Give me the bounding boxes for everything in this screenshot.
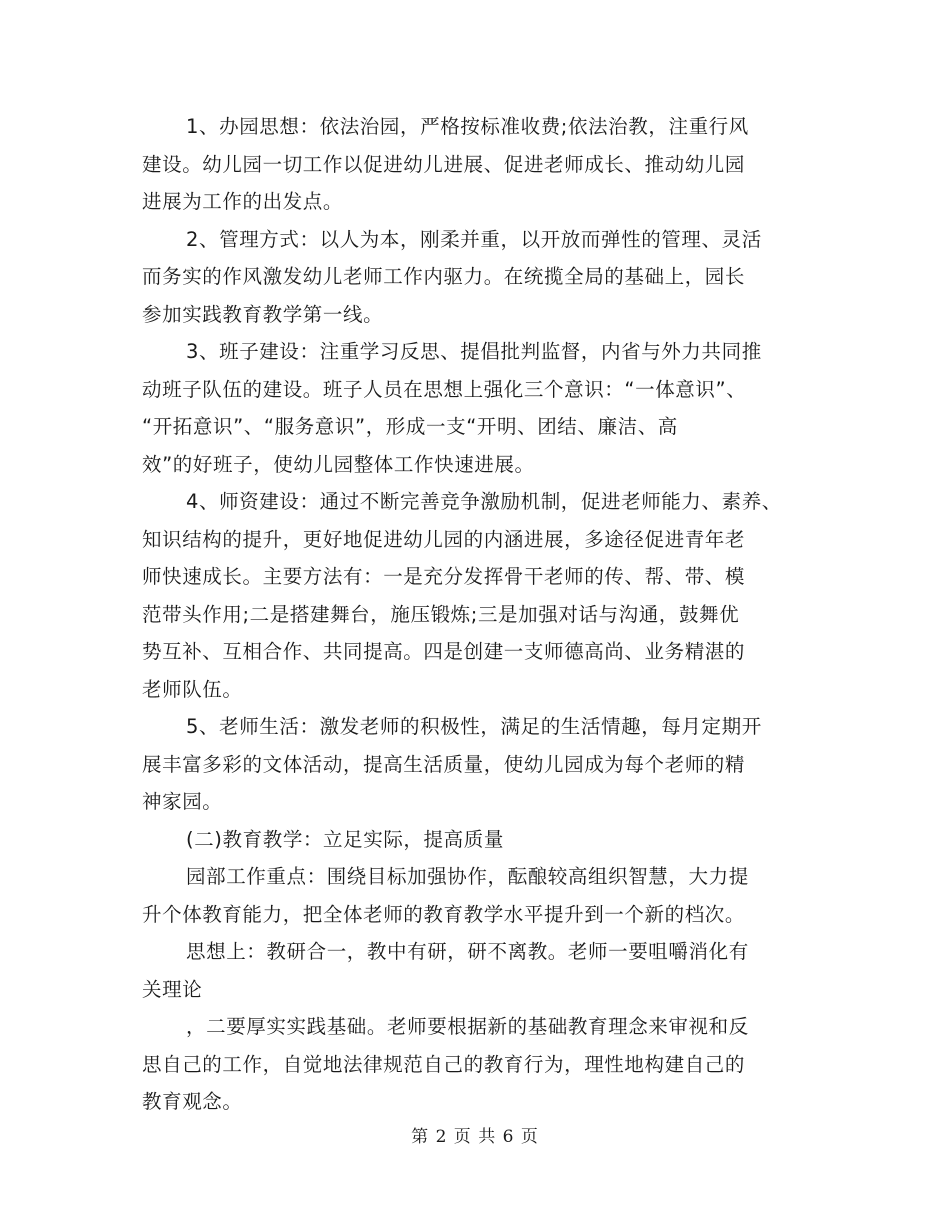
text-line: 知识结构的提升，更好地促进幼儿园的内涵进展，多途径促进青年老: [142, 527, 746, 551]
text-line: 思想上：教研合一，教中有研，研不离教。老师一要咀嚼消化有: [186, 940, 749, 963]
text-line: 效”的好班子，使幼儿园整体工作快速进展。: [142, 452, 535, 476]
text-line: 思自己的工作，自觉地法律规范自己的教育行为，理性地构建自己的: [142, 1052, 746, 1076]
text-line: 而务实的作风激发幼儿老师工作内驱力。在统揽全局的基础上，园长: [142, 265, 746, 288]
text-line: 参加实践教育教学第一线。: [142, 302, 384, 326]
text-line: 4、师资建设：通过不断完善竞争激励机制，促进老师能力、素养、: [186, 490, 782, 513]
text-line: 5、老师生活：激发老师的积极性，满足的生活情趣，每月定期开: [186, 715, 762, 738]
text-line: 进展为工作的出发点。: [142, 190, 344, 213]
text-line: 建设。幼儿园一切工作以促进幼儿进展、促进老师成长、推动幼儿园: [142, 152, 746, 176]
text-line: 3、班子建设：注重学习反思、提倡批判监督，内省与外力共同推: [186, 340, 762, 363]
text-line: 教育观念。: [142, 1090, 243, 1113]
text-line: 2、管理方式：以人为本，刚柔并重，以开放而弹性的管理、灵活: [186, 227, 762, 251]
text-line: (二)教育教学：立足实际，提高质量: [186, 827, 504, 851]
text-line: 关理论: [142, 977, 203, 1001]
text-line: 展丰富多彩的文体活动，提高生活质量，使幼儿园成为每个老师的精: [142, 752, 746, 776]
document-body: [142, 108, 832, 1121]
text-line: ，二要厚实实践基础。老师要根据新的基础教育理念来审视和反: [186, 1015, 749, 1038]
text-line: 师快速成长。主要方法有：一是充分发挥骨干老师的传、帮、带、模: [142, 565, 746, 588]
text-line: 范带头作用;二是搭建舞台，施压锻炼;三是加强对话与沟通，鼓舞优: [142, 602, 740, 626]
text-line: “开拓意识”、“服务意识”，形成一支“开明、团结、廉洁、高: [142, 415, 678, 438]
text-line: 园部工作重点：围绕目标加强协作，酝酿较高组织智慧，大力提: [186, 865, 749, 888]
text-line: 1、办园思想：依法治园，严格按标准收费;依法治教，注重行风: [186, 115, 749, 138]
text-line: 升个体教育能力，把全体老师的教育教学水平提升到一个新的档次。: [142, 902, 746, 926]
page-footer: 第 2 页 共 6 页: [411, 1127, 539, 1147]
text-line: 势互补、互相合作、共同提高。四是创建一支师德高尚、业务精湛的: [142, 640, 746, 663]
text-line: 动班子队伍的建设。班子人员在思想上强化三个意识：“一体意识”、: [142, 377, 747, 401]
text-line: 老师队伍。: [142, 677, 243, 701]
text-line: 神家园。: [142, 790, 223, 813]
